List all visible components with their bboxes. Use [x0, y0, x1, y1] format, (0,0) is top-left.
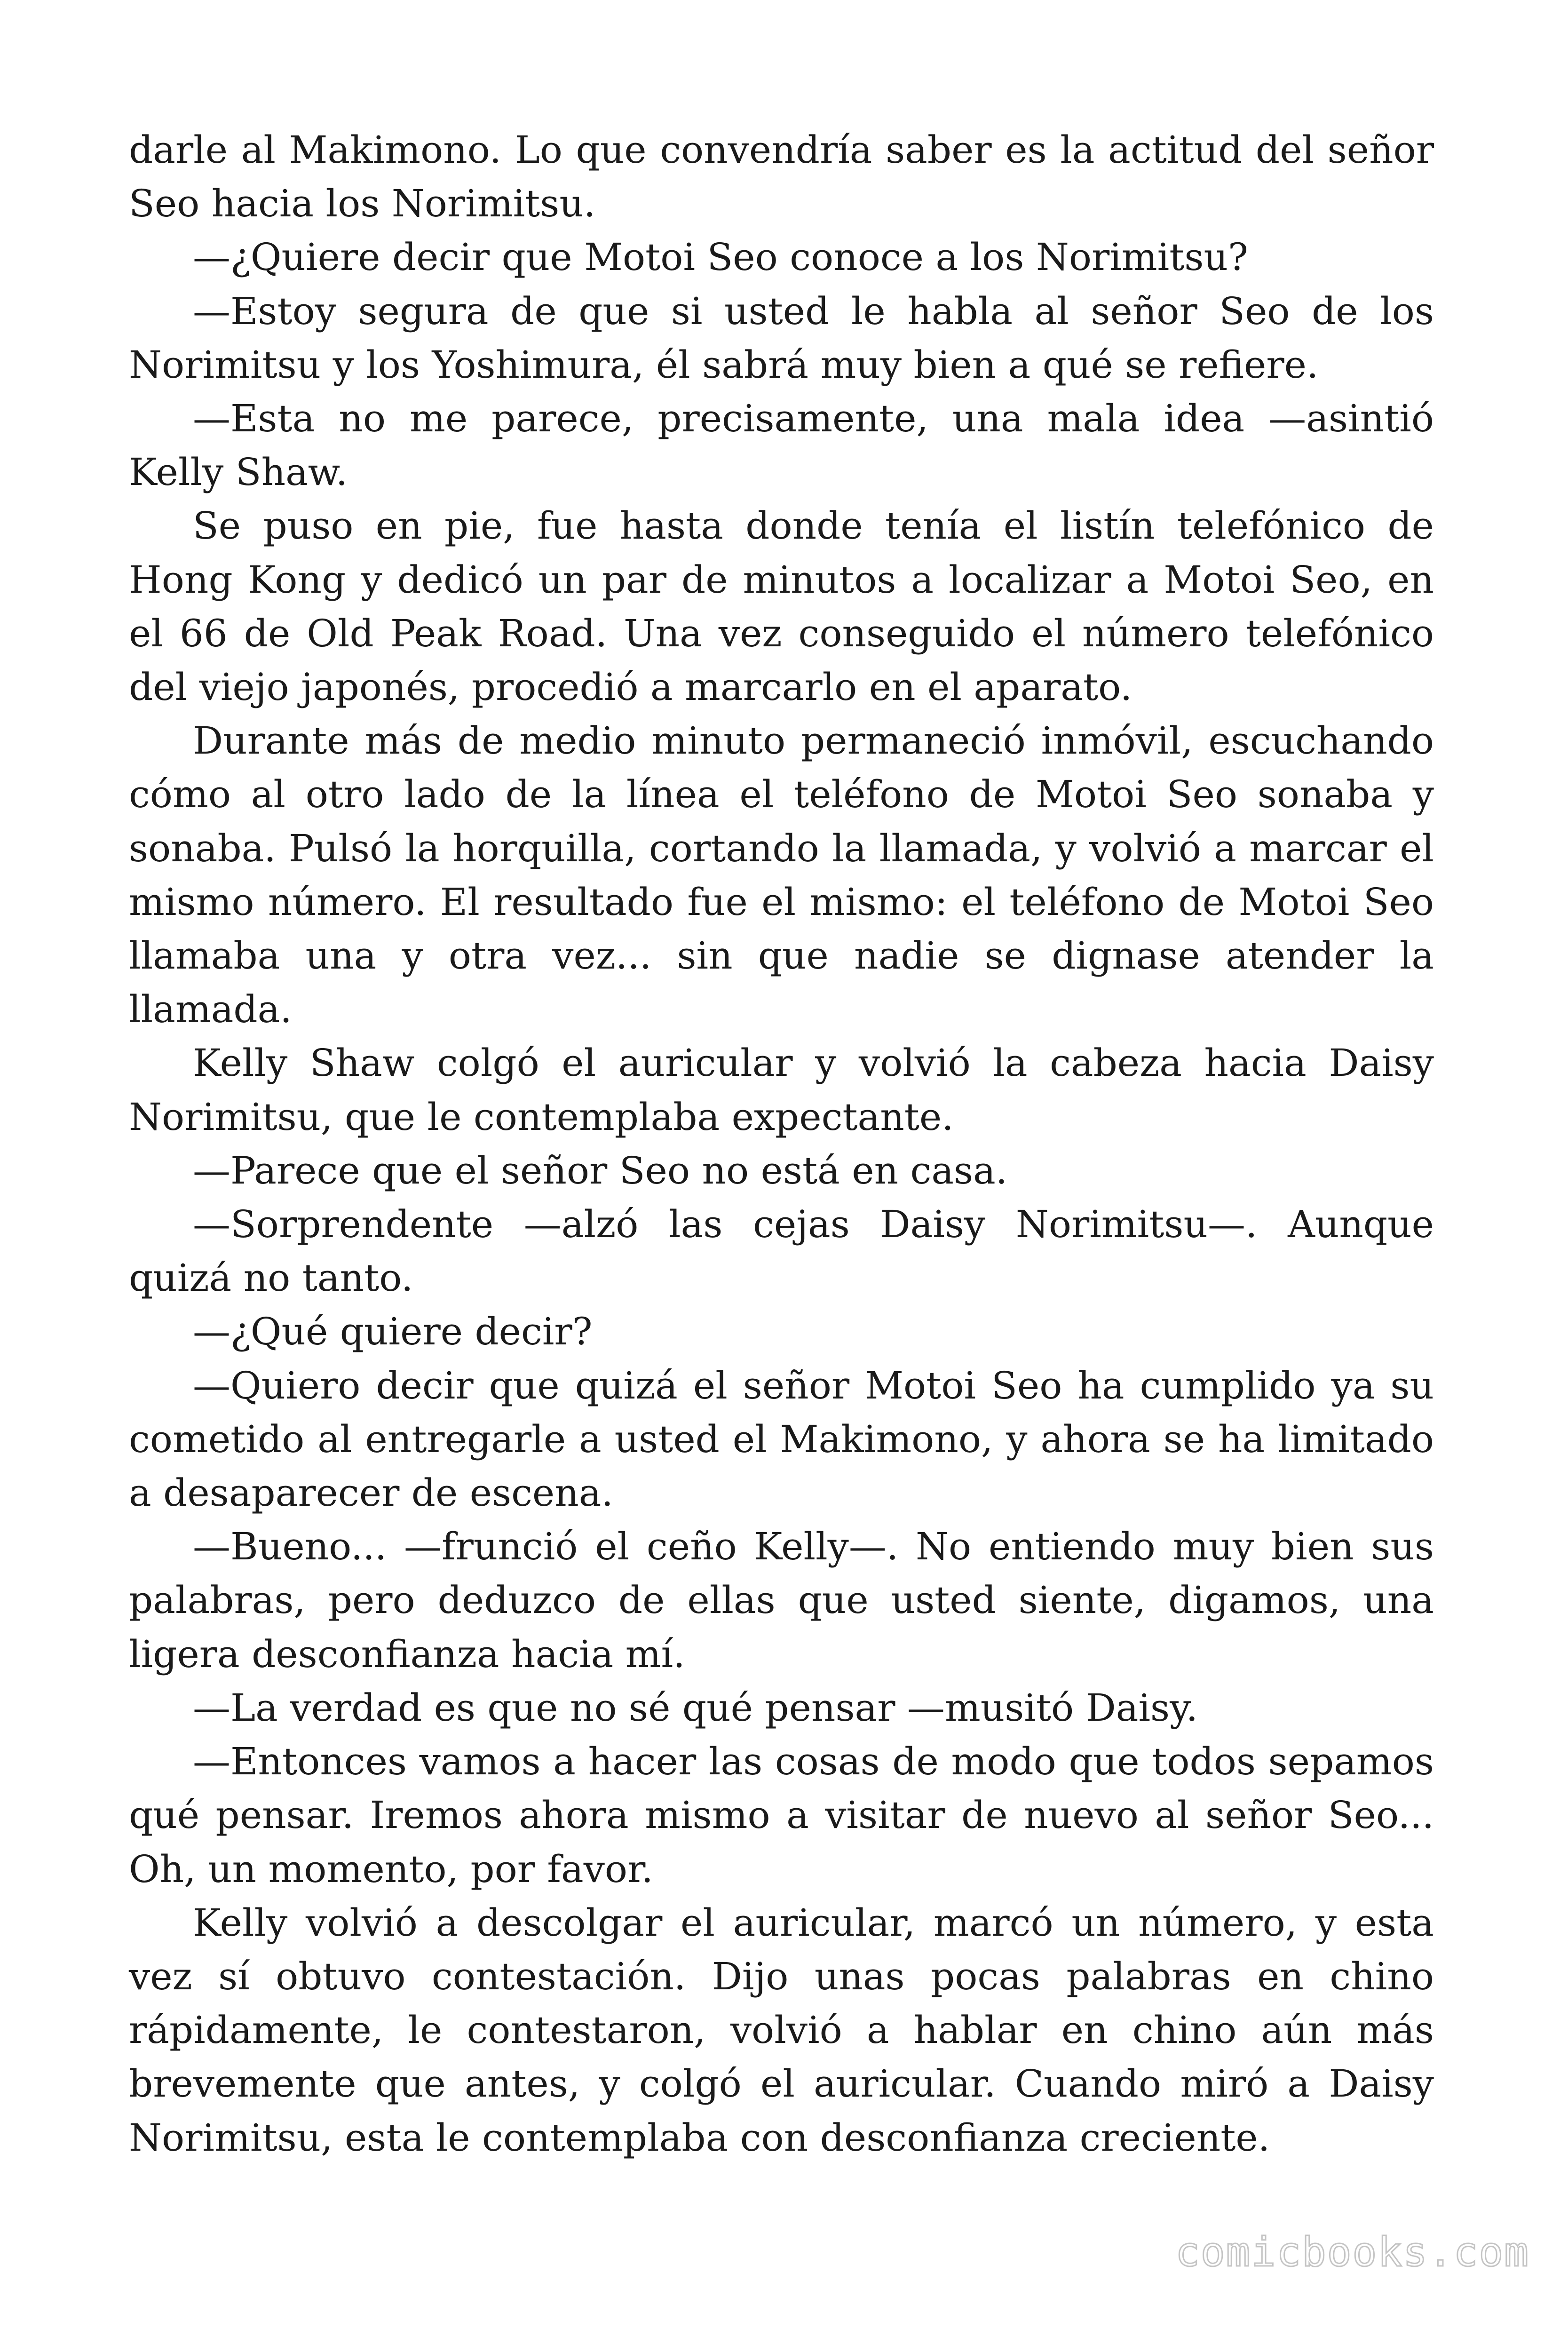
paragraph: —Sorprendente —alzó las cejas Daisy Norimitsu—. Aunque quizá no tanto. — [129, 1202, 1434, 1300]
paragraph: —Estoy segura de que si usted le habla al señor Seo de los Norimitsu y los Yoshimura, él sabrá muy bien a qué se refiere. — [129, 289, 1434, 387]
paragraph: darle al Makimono. Lo que convendría saber es la actitud del señor Seo hacia los Norimitsu. — [129, 128, 1434, 226]
paragraph: Durante más de medio minuto permaneció inmóvil, escuchando cómo al otro lado de la línea el teléfono de Motoi Seo sonaba y sonaba. Pulsó la horquilla, cortando la llamada, y volvió a marcar el mismo número. El resultado fue el mismo: el teléfono de Motoi Seo llamaba una y otra vez... sin que nadie se dignase atender la llamada. — [129, 719, 1434, 1032]
paragraph: —Entonces vamos a hacer las cosas de modo que todos sepamos qué pensar. Iremos ahora mismo a visitar de nuevo al señor Seo... Oh, un momento, por favor. — [129, 1740, 1434, 1891]
paragraph: —¿Qué quiere decir? — [193, 1310, 593, 1354]
body-text — [129, 123, 1434, 2165]
paragraph: —Parece que el señor Seo no está en casa. — [193, 1148, 1008, 1192]
paragraph: —Bueno... —frunció el ceño Kelly—. No entiendo muy bien sus palabras, pero deduzco de ellas que usted siente, digamos, una ligera desconfianza hacia mí. — [129, 1525, 1434, 1676]
paragraph: Kelly volvió a descolgar el auricular, marcó un número, y esta vez sí obtuvo contestación. Dijo unas pocas palabras en chino rápidamente, le contestaron, volvió a hablar en chino aún más brevemente que antes, y colgó el auricular. Cuando miró a Daisy Norimitsu, esta le contemplaba con desconfianza creciente. — [129, 1900, 1434, 2160]
paragraph: Kelly Shaw colgó el auricular y volvió la cabeza hacia Daisy Norimitsu, que le contemplaba expectante. — [129, 1041, 1434, 1139]
paragraph: Se puso en pie, fue hasta donde tenía el listín telefónico de Hong Kong y dedicó un par de minutos a localizar a Motoi Seo, en el 66 de Old Peak Road. Una vez conseguido el número telefónico del viejo japonés, procedió a marcarlo en el aparato. — [129, 504, 1434, 709]
watermark: comicbooks.com — [1175, 2229, 1529, 2276]
paragraph: —Esta no me parece, precisamente, una mala idea —asintió Kelly Shaw. — [129, 397, 1434, 494]
paragraph: —Quiero decir que quizá el señor Motoi Seo ha cumplido ya su cometido al entregarle a usted el Makimono, y ahora se ha limitado a desaparecer de escena. — [129, 1363, 1434, 1515]
paragraph: —¿Quiere decir que Motoi Seo conoce a los Norimitsu? — [193, 235, 1248, 279]
paragraph: —La verdad es que no sé qué pensar —musitó Daisy. — [193, 1685, 1198, 1730]
